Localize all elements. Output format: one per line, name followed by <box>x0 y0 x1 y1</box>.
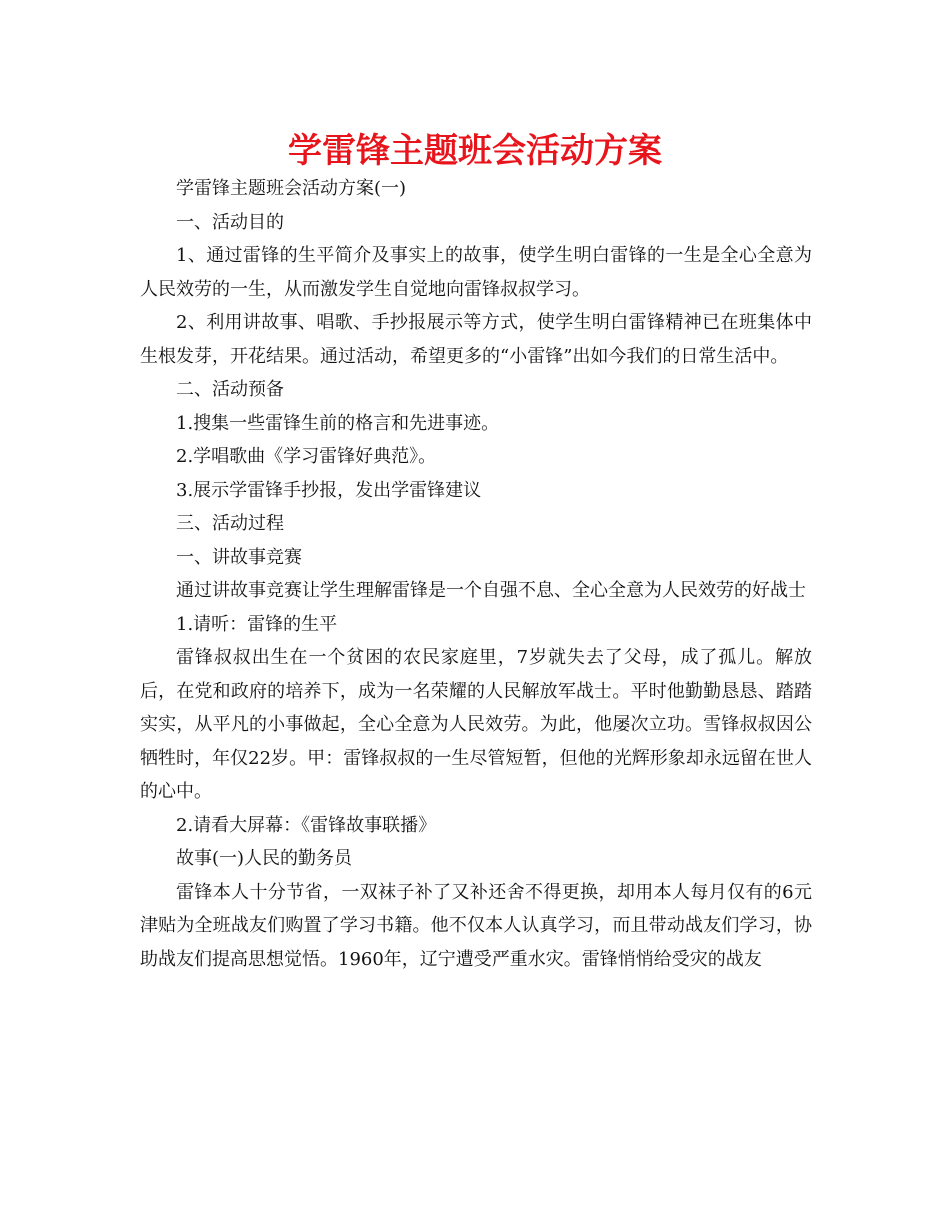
list-item-preparation-1: 1.搜集一些雷锋生前的格言和先进事迹。 <box>176 412 500 434</box>
paragraph-contest-intro: 通过讲故事竞赛让学生理解雷锋是一个自强不息、全心全意为人民效劳的好战士 <box>176 580 806 601</box>
heading-storytelling-contest: 一、讲故事竞赛 <box>176 546 302 568</box>
paragraph-biography: 雷锋叔叔出生在一个贫困的农民家庭里，7岁就失去了父母，成了孤儿。解放后，在党和政府的培养下，成为一名荣耀的人民解放军战士。平时他勤勤恳恳、踏踏实实，从平凡的小事做起，全心全意为人民效劳。为此，他屡次立功。雪锋叔叔因公牺牲时，年仅22岁。甲：雷锋叔叔的一生尽管短暂，但他的光辉形象却永远留在世人的心中。 <box>140 647 812 802</box>
paragraph-story-one: 雷锋本人十分节省，一双袜子补了又补还舍不得更换，却用本人每月仅有的6元津贴为全班战友们购置了学习书籍。他不仅本人认真学习，而且带动战友们学习，协助战友们提高思想觉悟。1960年，辽宁遭受严重水灾。雷锋悄悄给受灾的战友 <box>140 881 812 970</box>
heading-activity-preparation: 二、活动预备 <box>176 379 284 400</box>
paragraph-purpose-2: 2、利用讲故事、唱歌、手抄报展示等方式，使学生明白雷锋精神已在班集体中生根发芽，开花结果。通过活动，希望更多的“小雷锋”出如今我们的日常生活中。 <box>140 312 812 367</box>
paragraph-purpose-1: 1、通过雷锋的生平简介及事实上的故事，使学生明白雷锋的一生是全心全意为人民效劳的一生，从而激发学生自觉地向雷锋叔叔学习。 <box>140 245 812 300</box>
paragraph-subtitle: 学雷锋主题班会活动方案(一) <box>176 178 407 199</box>
document-title: 学雷锋主题班会活动方案 <box>288 131 662 171</box>
document-body <box>140 172 812 976</box>
list-item-preparation-3: 3.展示学雷锋手抄报，发出学雷锋建议 <box>176 479 482 501</box>
heading-activity-process: 三、活动过程 <box>176 513 284 534</box>
heading-listen-biography: 1.请听：雷锋的生平 <box>176 613 338 635</box>
heading-watch-screen: 2.请看大屏幕：《雷锋故事联播》 <box>176 814 437 836</box>
heading-activity-purpose: 一、活动目的 <box>176 211 284 233</box>
heading-story-one: 故事(一)人民的勤务员 <box>176 848 353 869</box>
list-item-preparation-2: 2.学唱歌曲《学习雷锋好典范》。 <box>176 446 437 467</box>
